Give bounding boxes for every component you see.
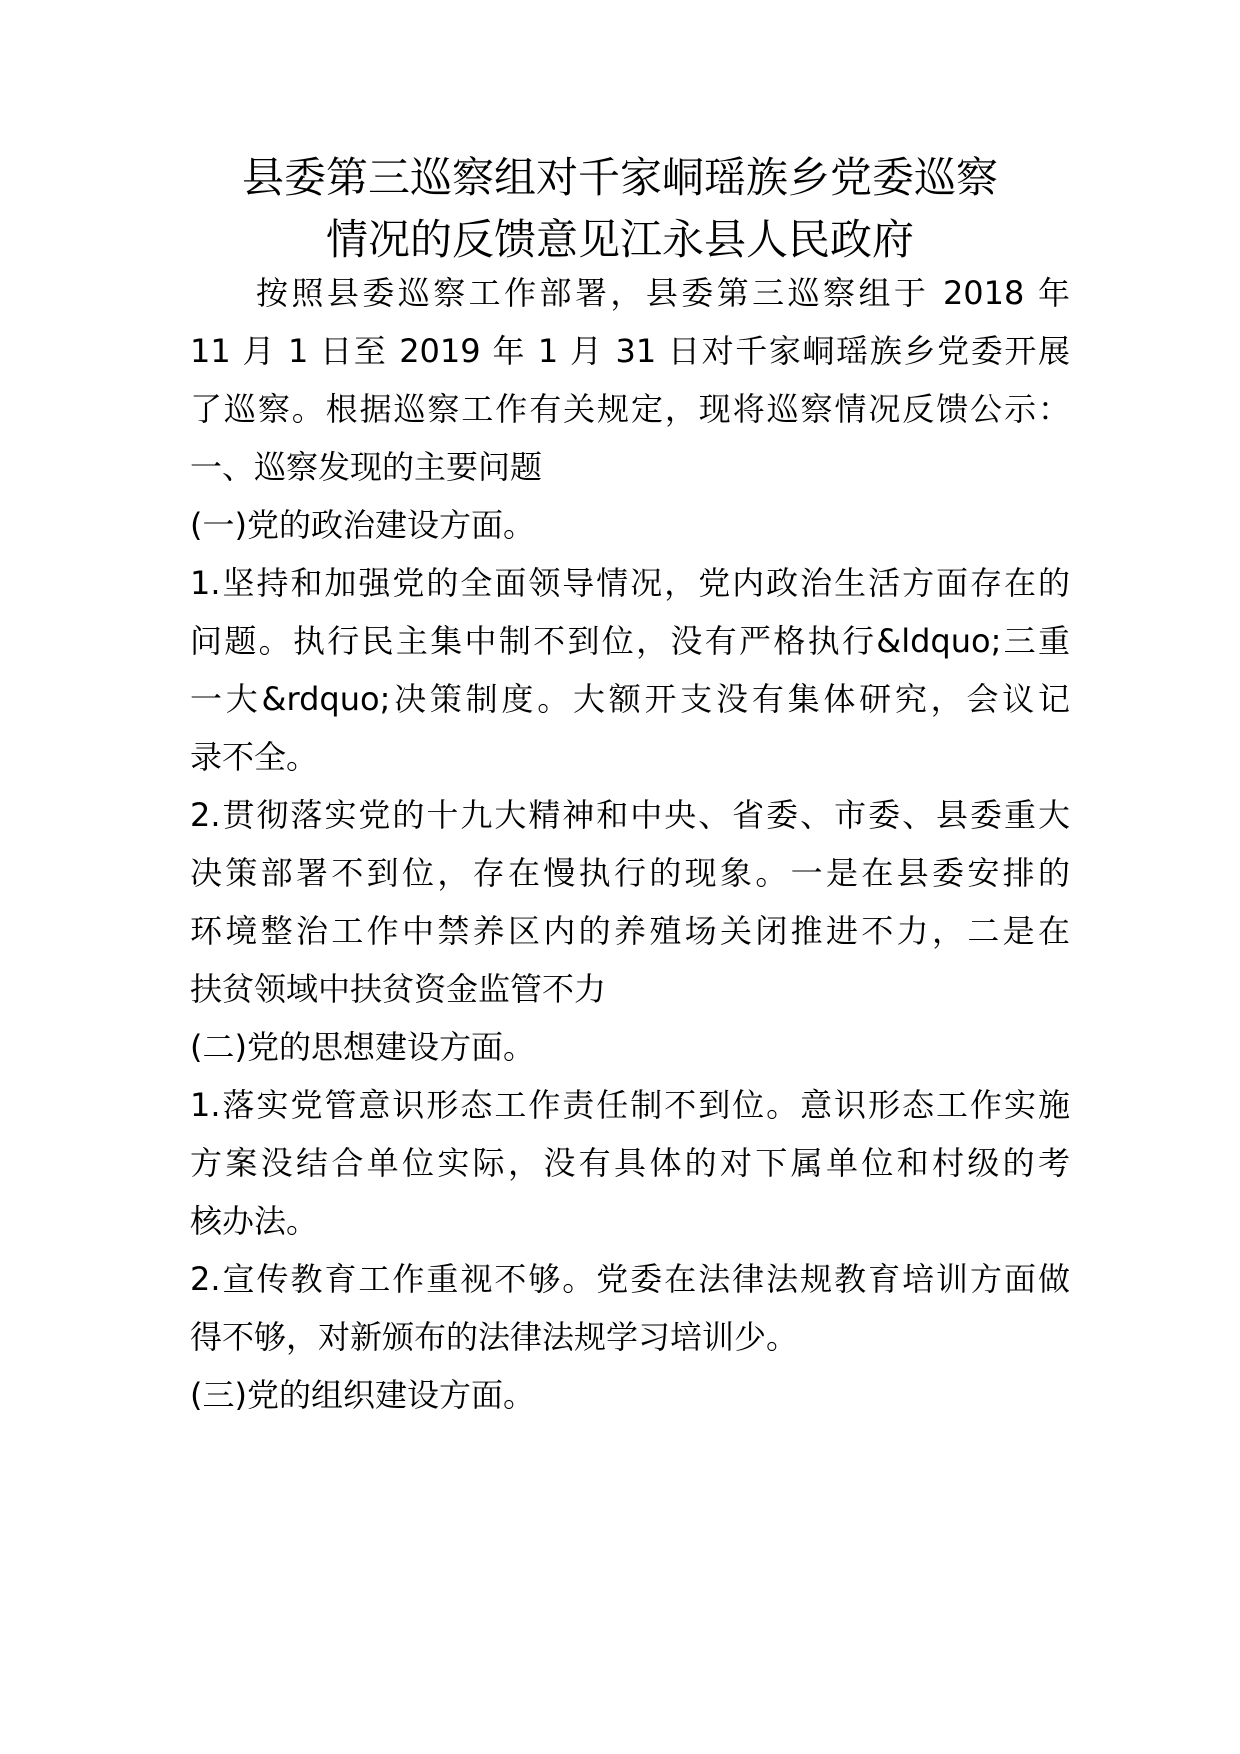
body-line-15: 1.落实党管意识形态工作责任制不到位。意识形态工作实施 [190, 1086, 1070, 1124]
body-line-19: 得不够，对新颁布的法律法规学习培训少。 [190, 1318, 799, 1356]
body-line-11: 决策部署不到位，存在慢执行的现象。一是在县委安排的 [190, 854, 1070, 892]
body-line-8: 一大&rdquo;决策制度。大额开支没有集体研究，会议记 [190, 680, 1070, 718]
section-heading-1: 一、巡察发现的主要问题 [190, 448, 543, 486]
document-title-line-1: 县委第三巡察组对千家峒瑶族乡党委巡察 [241, 153, 998, 202]
body-line-2: 11 月 1 日至 2019 年 1 月 31 日对千家峒瑶族乡党委开展 [190, 332, 1070, 370]
body-line-7: 问题。执行民主集中制不到位，没有严格执行&ldquo;三重 [190, 622, 1070, 660]
body-line-10: 2.贯彻落实党的十九大精神和中央、省委、市委、县委重大 [190, 796, 1070, 834]
body-line-6: 1.坚持和加强党的全面领导情况，党内政治生活方面存在的 [190, 564, 1070, 602]
body-line-17: 核办法。 [190, 1202, 319, 1240]
body-line-13: 扶贫领域中扶贫资金监管不力 [190, 970, 607, 1008]
body-line-9: 录不全。 [190, 738, 319, 776]
body-line-1: 按照县委巡察工作部署，县委第三巡察组于 2018 年 [256, 274, 1070, 312]
body-line-12: 环境整治工作中禁养区内的养殖场关闭推进不力，二是在 [190, 912, 1070, 950]
document-title-line-2: 情况的反馈意见江永县人民政府 [325, 215, 914, 264]
subsection-heading-2: (二)党的思想建设方面。 [190, 1028, 535, 1066]
subsection-heading-1: (一)党的政治建设方面。 [190, 506, 535, 544]
body-line-3: 了巡察。根据巡察工作有关规定，现将巡察情况反馈公示： [190, 390, 1070, 428]
body-line-16: 方案没结合单位实际，没有具体的对下属单位和村级的考 [190, 1144, 1070, 1182]
body-line-18: 2.宣传教育工作重视不够。党委在法律法规教育培训方面做 [190, 1260, 1070, 1298]
subsection-heading-3: (三)党的组织建设方面。 [190, 1376, 535, 1414]
